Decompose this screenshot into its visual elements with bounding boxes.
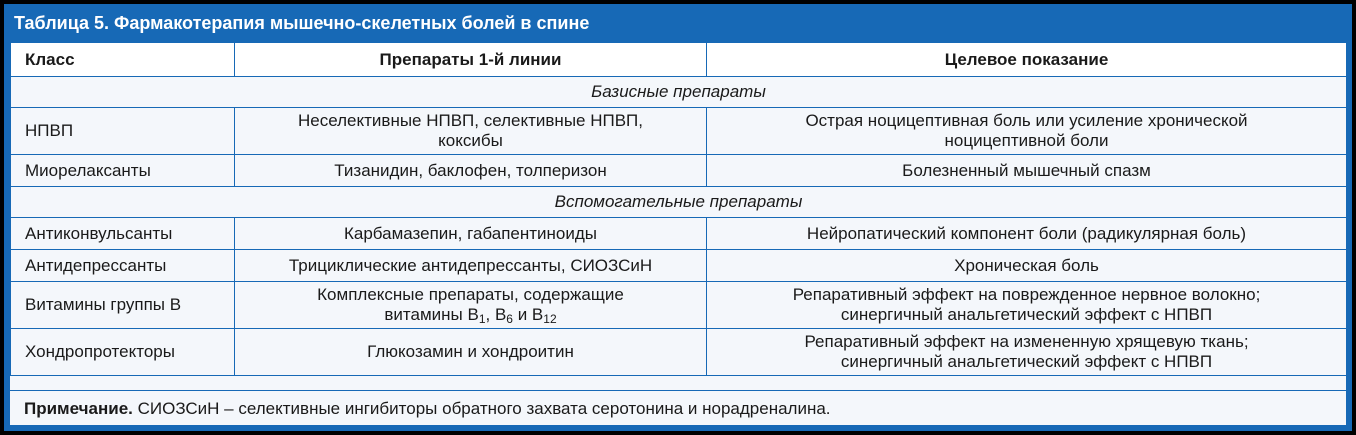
section-auxiliary-row [11, 187, 1347, 218]
section-auxiliary: Вспомогательные препараты [11, 187, 1347, 218]
row-anticonv-drugs: Карбамазепин, габапентиноиды [235, 218, 707, 250]
header-class: Класс [11, 43, 235, 77]
table-title: Таблица 5. Фармакотерапия мышечно-скелетных болей в спине [14, 13, 590, 33]
row-nsaid-drugs-line1: Неселективные НПВП, селективные НПВП, [298, 111, 643, 130]
row-chondro-drugs: Глюкозамин и хондроитин [235, 329, 707, 376]
row-vitb-ind-line1: Репаративный эффект на поврежденное нервное волокно; [792, 285, 1261, 304]
pharmacotherapy-table [10, 42, 1347, 376]
table-panel [10, 42, 1346, 425]
row-chondro-class: Хондропротекторы [11, 329, 235, 376]
row-vitb-indication [707, 282, 1347, 329]
table-row [11, 282, 1347, 329]
row-nsaid-ind-line1: Острая ноцицептивная боль или усиление хронической [805, 111, 1248, 130]
row-antidep-class: Антидепрессанты [11, 250, 235, 282]
row-anticonv-indication: Нейропатический компонент боли (радикулярная боль) [707, 218, 1347, 250]
table-frame [4, 4, 1352, 431]
row-anticonv-class: Антиконвульсанты [11, 218, 235, 250]
row-muscle-class: Миорелаксанты [11, 155, 235, 187]
row-nsaid-class: НПВП [11, 108, 235, 155]
row-chondro-ind-line2: синергичный анальгетический эффект с НПВП [840, 352, 1213, 371]
row-vitb-drugs [235, 282, 707, 329]
row-nsaid-ind-line2: ноцицептивной боли [944, 131, 1109, 150]
row-vitb-sep2: и В [512, 305, 544, 324]
row-vitb-ind-line2: синергичный анальгетический эффект с НПВП [840, 305, 1213, 324]
row-vitb-sep1: , В [485, 305, 507, 324]
row-antidep-drugs: Трициклические антидепрессанты, СИОЗСиН [235, 250, 707, 282]
row-muscle-drugs: Тизанидин, баклофен, толперизон [235, 155, 707, 187]
note-text: СИОЗСиН – селективные ингибиторы обратного захвата серотонина и норадреналина. [132, 399, 831, 418]
section-basic: Базисные препараты [11, 77, 1347, 108]
row-muscle-indication: Болезненный мышечный спазм [707, 155, 1347, 187]
row-chondro-indication [707, 329, 1347, 376]
row-vitb-sub6: 6 [506, 312, 513, 326]
table-row [11, 108, 1347, 155]
row-chondro-ind-line1: Репаративный эффект на измененную хрящевую ткань; [804, 332, 1249, 351]
header-row [11, 43, 1347, 77]
table-row [11, 250, 1347, 282]
section-basic-row [11, 77, 1347, 108]
row-vitb-sub1: 1 [478, 312, 486, 326]
row-vitb-sub12: 12 [543, 312, 557, 326]
table-row [11, 218, 1347, 250]
row-nsaid-drugs-line2: коксибы [438, 131, 503, 150]
row-antidep-indication: Хроническая боль [707, 250, 1347, 282]
row-vitb-class: Витамины группы В [11, 282, 235, 329]
table-row [11, 329, 1347, 376]
row-nsaid-drugs [235, 108, 707, 155]
note-label: Примечание. [24, 399, 133, 418]
header-indication: Целевое показание [707, 43, 1347, 77]
table-row [11, 155, 1347, 187]
header-drugs: Препараты 1-й линии [235, 43, 707, 77]
row-vitb-drugs-line1: Комплексные препараты, содержащие [317, 285, 624, 304]
table-note [10, 390, 1346, 425]
row-nsaid-indication [707, 108, 1347, 155]
row-vitb-drugs-prefix: витамины В [384, 305, 479, 324]
